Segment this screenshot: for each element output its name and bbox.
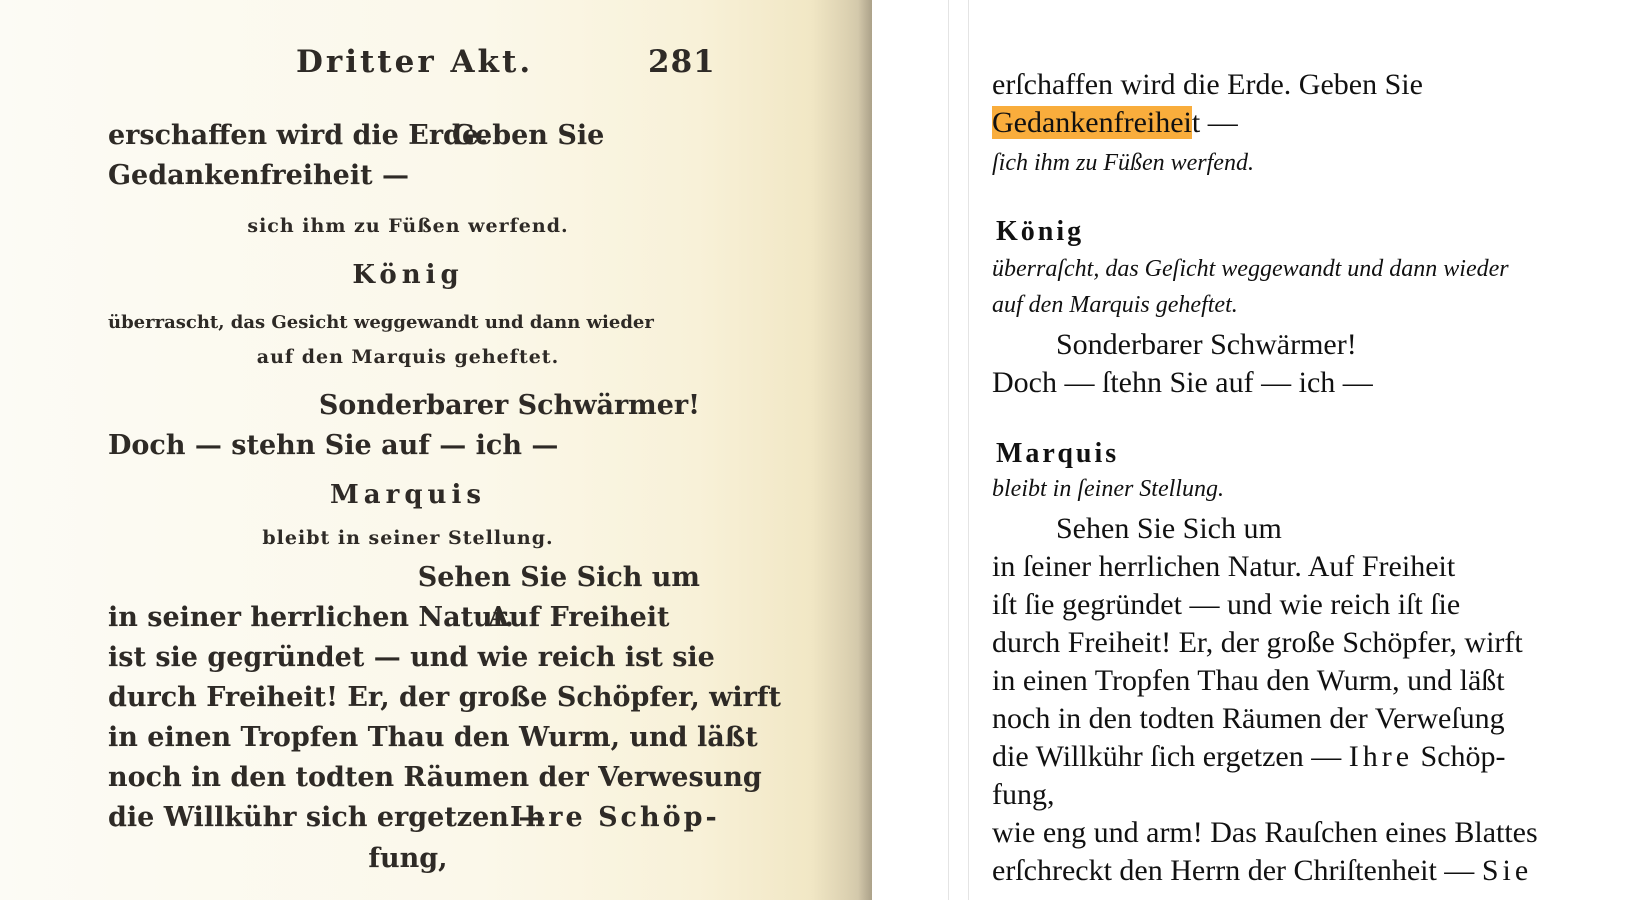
transcription-line-5: Sehen Sie Sich um: [1056, 512, 1282, 545]
scan-line-18: fung,: [368, 843, 448, 874]
scan-line-14: durch Freiheit! Er, der große Schöpfer, wirft: [108, 682, 781, 713]
scan-line-16: noch in den todten Räumen der Verwesung: [108, 762, 762, 793]
transcription-line-7: iſt ſie gegründet — und wie reich iſt ſie: [992, 588, 1461, 621]
panel-divider-inner: [968, 0, 969, 900]
transcription-stage-3: bleibt in ſeiner Stellung.: [992, 476, 1224, 502]
scan-line-17a: die Willkühr sich ergetzen —: [108, 802, 546, 833]
transcription-line-14: erſchreckt den Herrn der Chriſtenheit — Sie: [992, 854, 1533, 887]
transcription-stage-1: ſich ihm zu Füßen werfend.: [992, 150, 1254, 176]
transcription-speaker-koenig: König: [996, 216, 1085, 247]
transcription-line-10: noch in den todten Räumen der Verweſung: [992, 702, 1505, 735]
transcription-line-2: Gedankenfreiheit —: [992, 106, 1238, 139]
transcription-line-4: Doch — ſtehn Sie auf — ich —: [992, 366, 1373, 399]
transcription-line-9: in einen Tropfen Thau den Wurm, und läßt: [992, 664, 1505, 697]
page-gutter-shadow: [858, 0, 872, 900]
transcription-stage-2b: auf den Marquis geheftet.: [992, 292, 1238, 318]
scan-stage-direction-1: sich ihm zu Füßen werfend.: [247, 215, 569, 237]
transcription-speaker-marquis: Marquis: [996, 438, 1120, 469]
scan-line-sonderbarer: Sonderbarer Schwärmer!: [318, 390, 700, 421]
transcription-line-11: die Willkühr ſich ergetzen — Ihre Schöp-: [992, 740, 1506, 773]
scan-speaker-koenig: König: [352, 260, 464, 290]
transcription-line-1: erſchaffen wird die Erde. Geben Sie: [992, 68, 1423, 101]
scan-line-17b: Ihre Schöp-: [510, 802, 720, 833]
scan-line-1a: erschaffen wird die Erde.: [108, 120, 489, 151]
scan-line-sehen: Sehen Sie Sich um: [417, 562, 700, 593]
scan-stage-direction-3: bleibt in seiner Stellung.: [262, 527, 554, 549]
page-number: 281: [648, 44, 716, 80]
panel-divider: [948, 0, 949, 900]
transcription-line-13: wie eng und arm! Das Rauſchen eines Blattes: [992, 816, 1538, 849]
scan-line-2: Gedankenfreiheit —: [108, 160, 409, 191]
transcription-line-8: durch Freiheit! Er, der große Schöpfer, wirft: [992, 626, 1523, 659]
transcription-line-6: in ſeiner herrlichen Natur. Auf Freiheit: [992, 550, 1456, 583]
scan-stage-direction-2a: überrascht, das Gesicht weggewandt und dann wieder: [108, 312, 654, 333]
scan-line-doch: Doch — stehn Sie auf — ich —: [108, 430, 559, 461]
scan-speaker-marquis: Marquis: [330, 480, 486, 510]
transcription-line-3: Sonderbarer Schwärmer!: [1056, 328, 1357, 361]
search-highlight[interactable]: Gedankenfreihei: [992, 106, 1192, 139]
scan-line-13: ist sie gegründet — und wie reich ist sie: [108, 642, 715, 673]
transcription-stage-2a: überraſcht, das Geſicht weggewandt und dann wieder: [992, 256, 1509, 282]
scan-line-1b: Geben Sie: [452, 120, 605, 151]
scan-stage-direction-2b: auf den Marquis geheftet.: [256, 346, 560, 368]
scan-line-15: in einen Tropfen Thau den Wurm, und läßt: [108, 722, 758, 753]
scan-line-12b: Auf Freiheit: [488, 602, 670, 633]
scan-line-12a: in seiner herrlichen Natur.: [108, 602, 514, 633]
transcription-line-12: fung,: [992, 778, 1055, 811]
running-head-title: Dritter Akt.: [296, 44, 534, 80]
